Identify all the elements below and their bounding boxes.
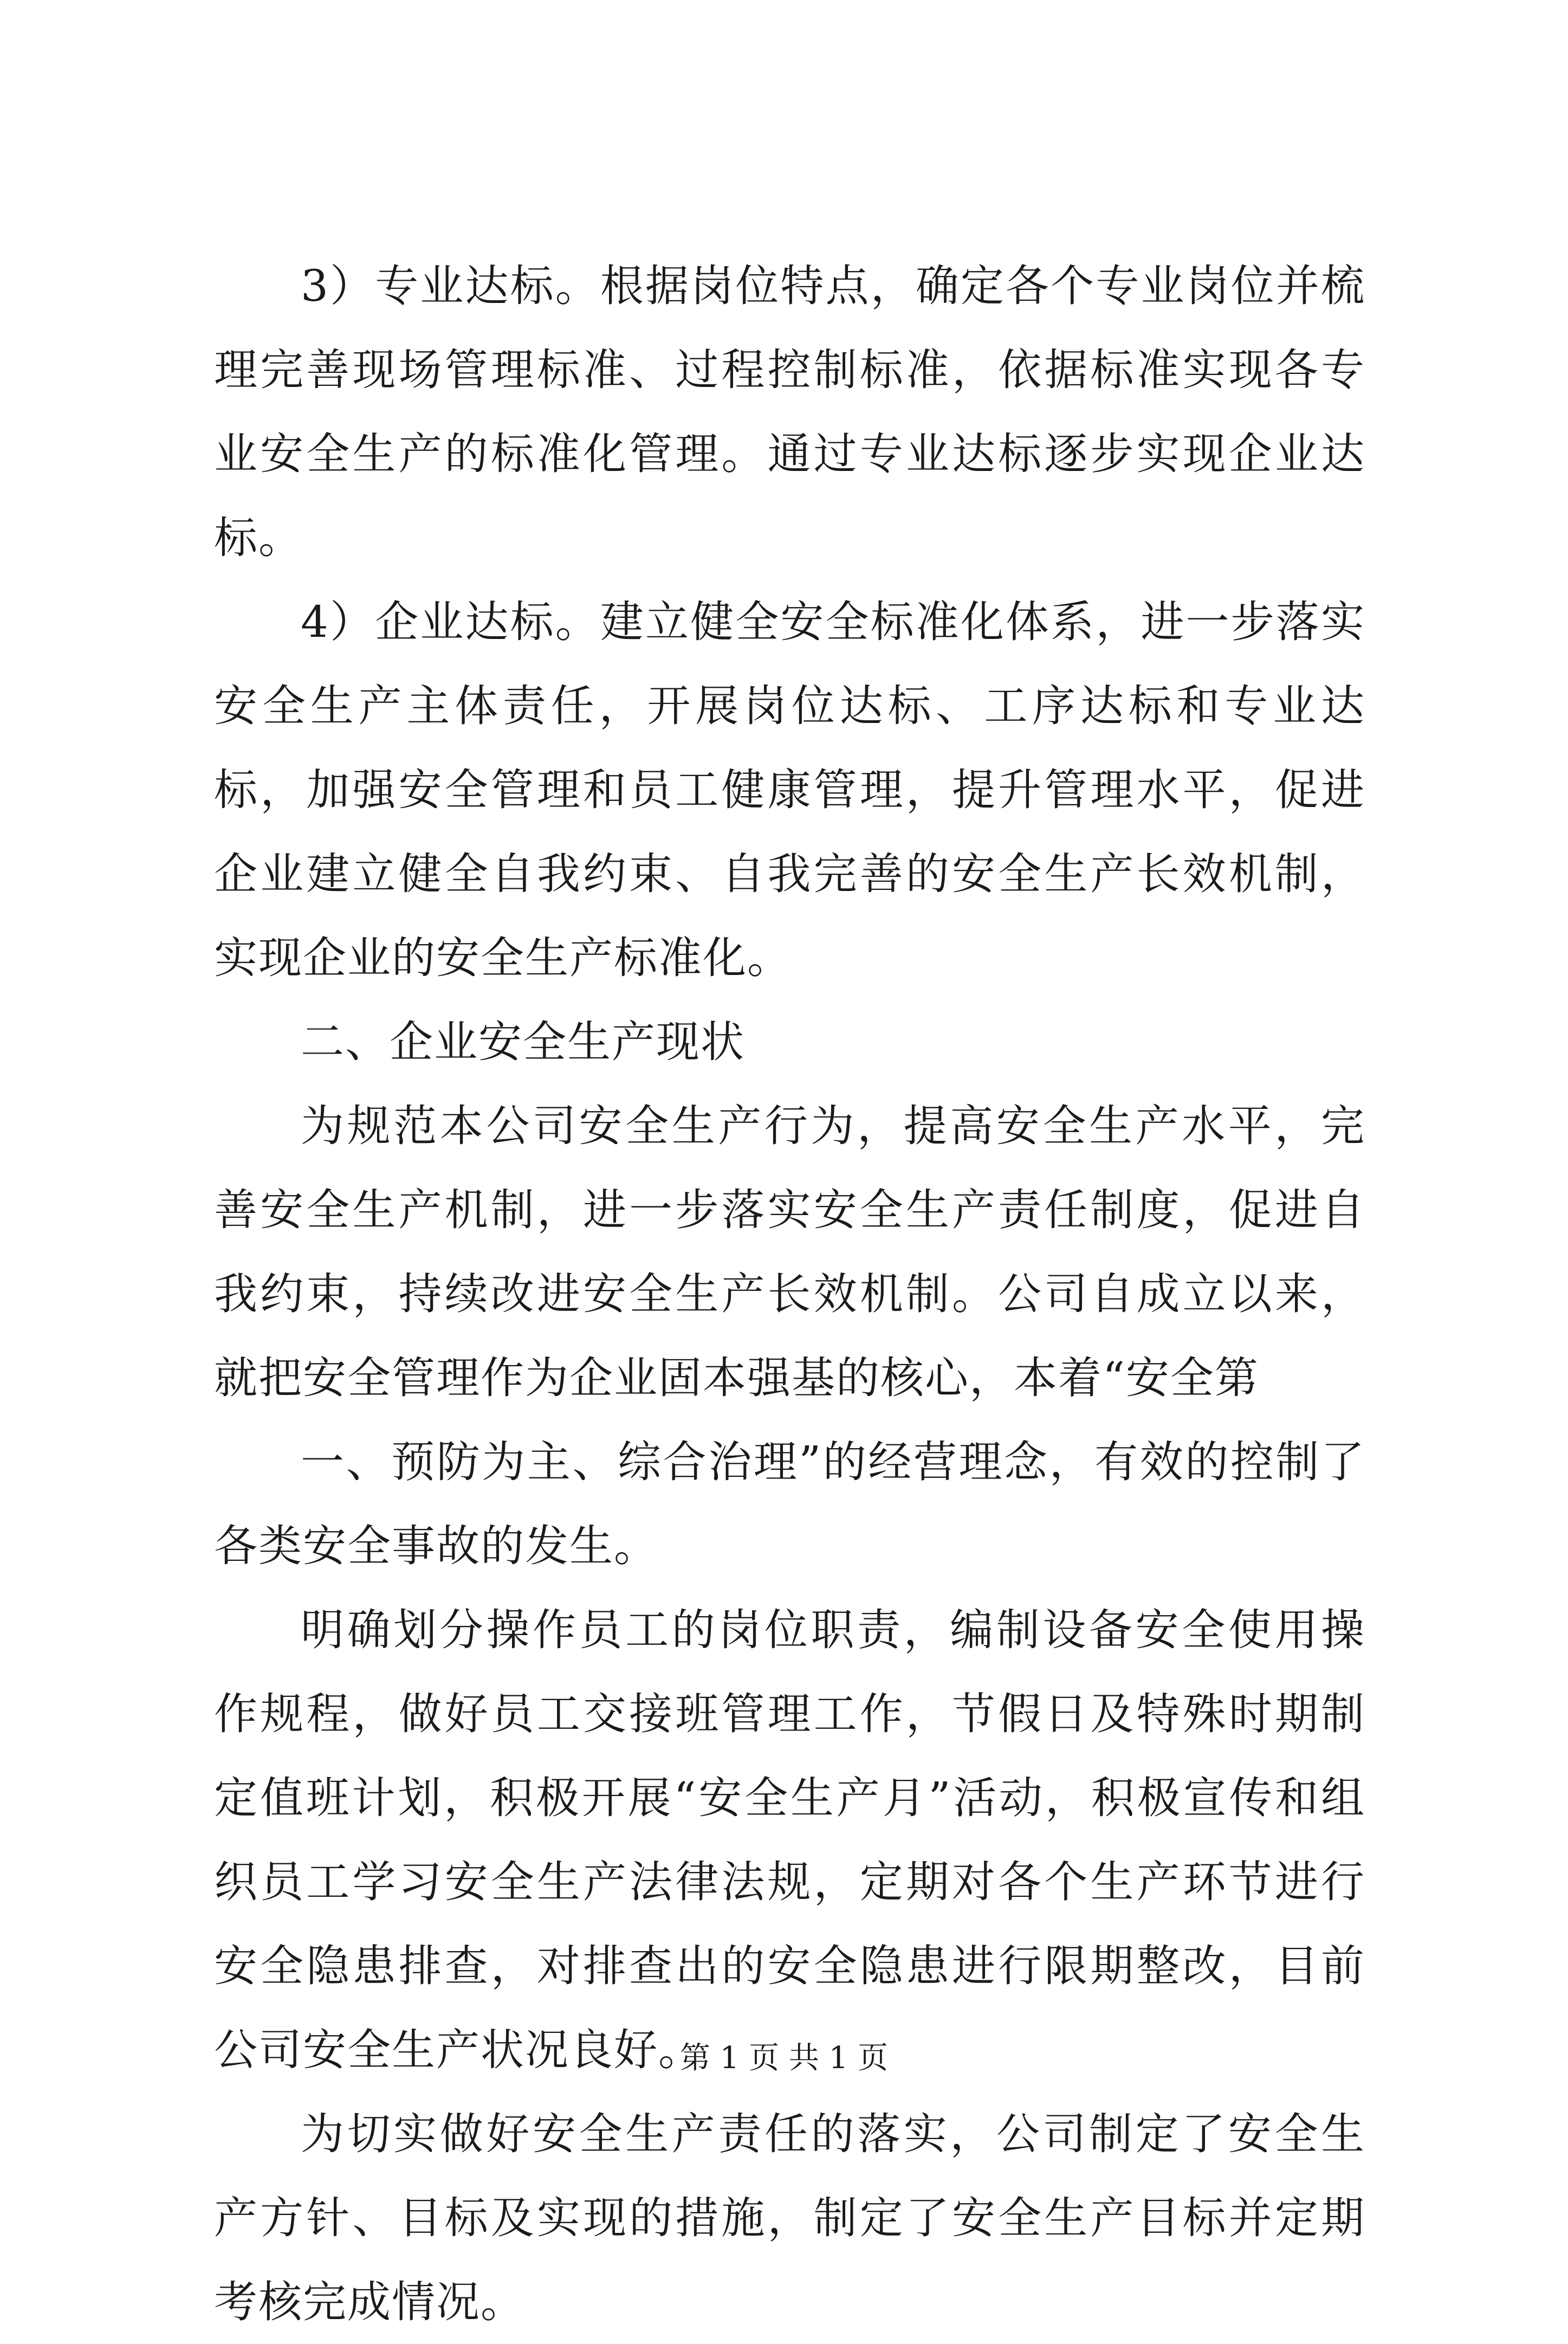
page-number-footer: 第 1 页 共 1 页 xyxy=(679,2040,889,2076)
paragraph-enterprise-standard: 4）企业达标。建立健全安全标准化体系，进一步落实安全生产主体责任，开展岗位达标、工序达标和专业达标，加强安全管理和员工健康管理，提升管理水平，促进企业建立健全自我约束、自我完善的安全生产长效机制，实现企业的安全生产标准化。 xyxy=(214,597,1365,983)
paragraph-prevention-first: 一、预防为主、综合治理”的经营理念，有效的控制了各类安全事故的发生。 xyxy=(214,1437,1365,1571)
paragraph-safety-behavior: 为规范本公司安全生产行为，提高安全生产水平，完善安全生产机制，进一步落实安全生产责任制度，促进自我约束，持续改进安全生产长效机制。公司自成立以来，就把安全管理作为企业固本强基的核心，本着“安全第 xyxy=(214,1101,1365,1403)
document-body xyxy=(214,244,1365,2344)
section-heading-safety-status: 二、企业安全生产现状 xyxy=(301,1017,745,1067)
paragraph-job-duties: 明确划分操作员工的岗位职责，编制设备安全使用操作规程，做好员工交接班管理工作，节假日及特殊时期制定值班计划，积极开展“安全生产月”活动，积极宣传和组织员工学习安全生产法律法规，定期对各个生产环节进行安全隐患排查，对排查出的安全隐患进行限期整改，目前公司安全生产状况良好。 xyxy=(214,1605,1365,2075)
paragraph-professional-standard: 3）专业达标。根据岗位特点，确定各个专业岗位并梳理完善现场管理标准、过程控制标准，依据标准实现各专业安全生产的标准化管理。通过专业达标逐步实现企业达标。 xyxy=(214,261,1365,563)
paragraph-responsibility: 为切实做好安全生产责任的落实，公司制定了安全生产方针、目标及实现的措施，制定了安全生产目标并定期考核完成情况。 xyxy=(214,2109,1365,2327)
